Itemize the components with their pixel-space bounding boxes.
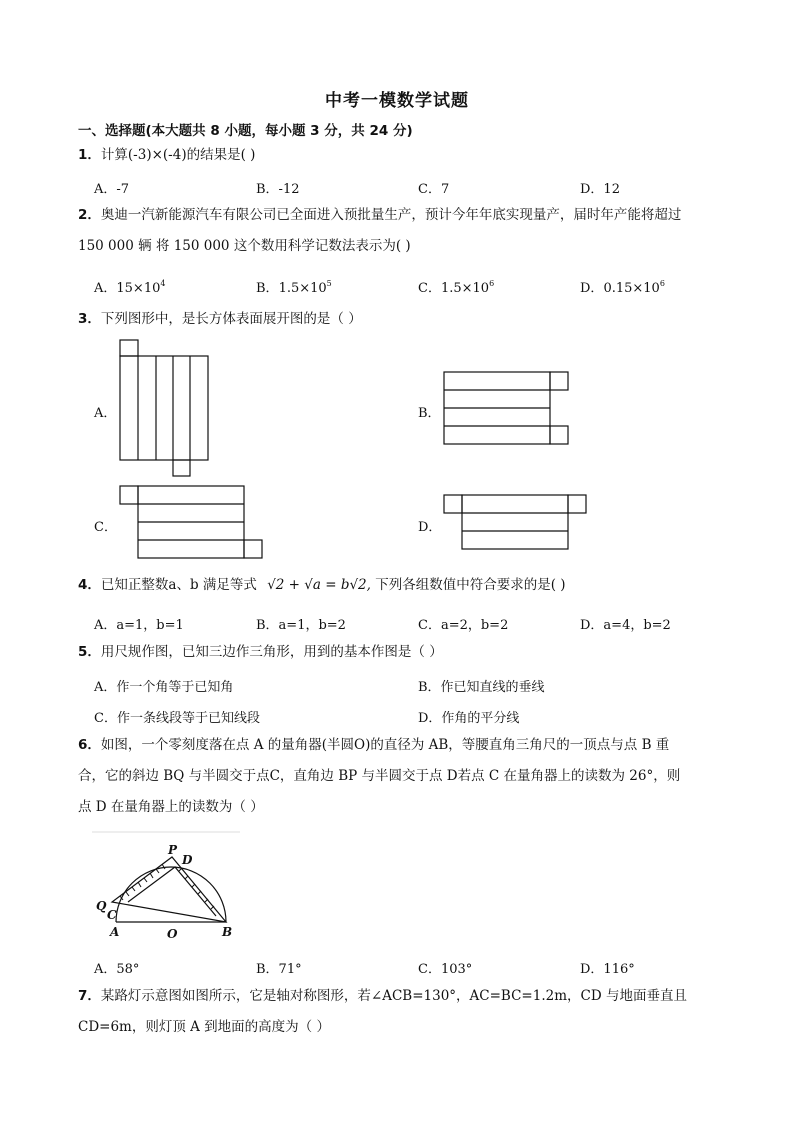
q3-label-b: B．: [418, 406, 441, 421]
q2-option-b: B．$1.5\times 10^5$: [256, 279, 332, 296]
question-text-line1: 奥迪一汽新能源汽车有限公司已全面进入预批量生产，预计今年年底实现量产，届时年产能将超过: [100, 207, 682, 223]
question-text-post: 下列各组数值中符合要求的是( ): [370, 577, 566, 593]
protractor-figure: [92, 830, 242, 940]
label-q: Q: [96, 899, 107, 913]
label-o: O: [167, 927, 178, 941]
equation: √2 + √a = b√2,: [267, 577, 371, 593]
q6-option-d: D．116°: [580, 962, 635, 977]
label-c: C: [107, 908, 117, 922]
q5-option-c: C．作一条线段等于已知线段: [94, 711, 260, 726]
q1-option-b: B．-12: [256, 182, 300, 197]
q2-option-d: D．$0.15\times 10^6$: [580, 279, 665, 296]
question-text-line1: 如图，一个零刻度落在点 A 的量角器(半圆O)的直径为 AB，等腰直角三角尺的一顶点与点 B 重: [100, 737, 670, 753]
question-6: [78, 730, 738, 823]
question-4: [78, 570, 738, 601]
q4-option-b: B．a=1，b=2: [256, 618, 346, 633]
q4-option-c: C．a=2，b=2: [418, 618, 509, 633]
question-3: [78, 304, 738, 335]
q6-option-b: B．71°: [256, 962, 302, 977]
question-text-line2: 合，它的斜边 BQ 与半圆交于点C，直角边 BP 与半圆交于点 D若点 C 在量角器上的读数为 26°，则: [78, 768, 681, 784]
question-number: 3．: [78, 311, 101, 327]
label-a: A: [110, 925, 120, 939]
question-number: 2．: [78, 207, 101, 223]
question-number: 5．: [78, 644, 101, 660]
q2-option-c: C．$1.5\times 10^6$: [418, 279, 495, 296]
q5-option-d: D．作角的平分线: [418, 711, 520, 726]
question-text-line1: 某路灯示意图如图所示，它是轴对称图形，若∠ACB=130°，AC=BC=1.2m，CD 与地面垂直且: [100, 988, 687, 1004]
question-text-line2: CD=6m，则灯顶 A 到地面的高度为（ ）: [78, 1019, 330, 1035]
q6-option-c: C．103°: [418, 962, 473, 977]
net-figure-a: [118, 338, 213, 480]
q3-label-a: A．: [94, 406, 117, 421]
question-number: 4．: [78, 577, 101, 593]
question-5: [78, 637, 738, 668]
question-text: 计算(-3)×(-4)的结果是( ): [100, 147, 256, 163]
q3-label-d: D．: [418, 520, 442, 535]
net-figure-c: [118, 484, 266, 562]
net-figure-b: [442, 370, 572, 448]
question-number: 6．: [78, 737, 101, 753]
net-figure-d: [442, 493, 592, 553]
question-number: 1．: [78, 147, 101, 163]
page-title: 中考一模数学试题: [325, 91, 469, 111]
label-d: D: [182, 853, 193, 867]
question-text-line2: 150 000 辆 将 150 000 这个数用科学记数法表示为( ): [78, 238, 411, 254]
question-1: [78, 140, 738, 171]
q6-option-a: A．58°: [94, 962, 140, 977]
q4-option-a: A．a=1，b=1: [94, 618, 184, 633]
label-p: P: [168, 843, 178, 857]
question-text-pre: 已知正整数a、b 满足等式: [100, 577, 257, 593]
q1-option-a: A．-7: [94, 182, 130, 197]
label-b: B: [222, 925, 233, 939]
q2-option-a: A．$15\times 10^4$: [94, 279, 166, 296]
question-7: [78, 981, 738, 1043]
q1-option-d: D．12: [580, 182, 620, 197]
q5-option-b: B．作已知直线的垂线: [418, 680, 545, 695]
question-text: 下列图形中，是长方体表面展开图的是（ ）: [100, 311, 362, 327]
question-number: 7．: [78, 988, 101, 1004]
section-heading: 一、选择题(本大题共 8 小题，每小题 3 分，共 24 分): [78, 123, 413, 139]
q5-option-a: A．作一个角等于已知角: [94, 680, 234, 695]
question-2: [78, 200, 738, 262]
q4-option-d: D．a=4，b=2: [580, 618, 671, 633]
q1-option-c: C．7: [418, 182, 450, 197]
question-text-line3: 点 D 在量角器上的读数为（ ）: [78, 799, 264, 815]
question-text: 用尺规作图，已知三边作三角形，用到的基本作图是（ ）: [100, 644, 443, 660]
q3-label-c: C．: [94, 520, 117, 535]
